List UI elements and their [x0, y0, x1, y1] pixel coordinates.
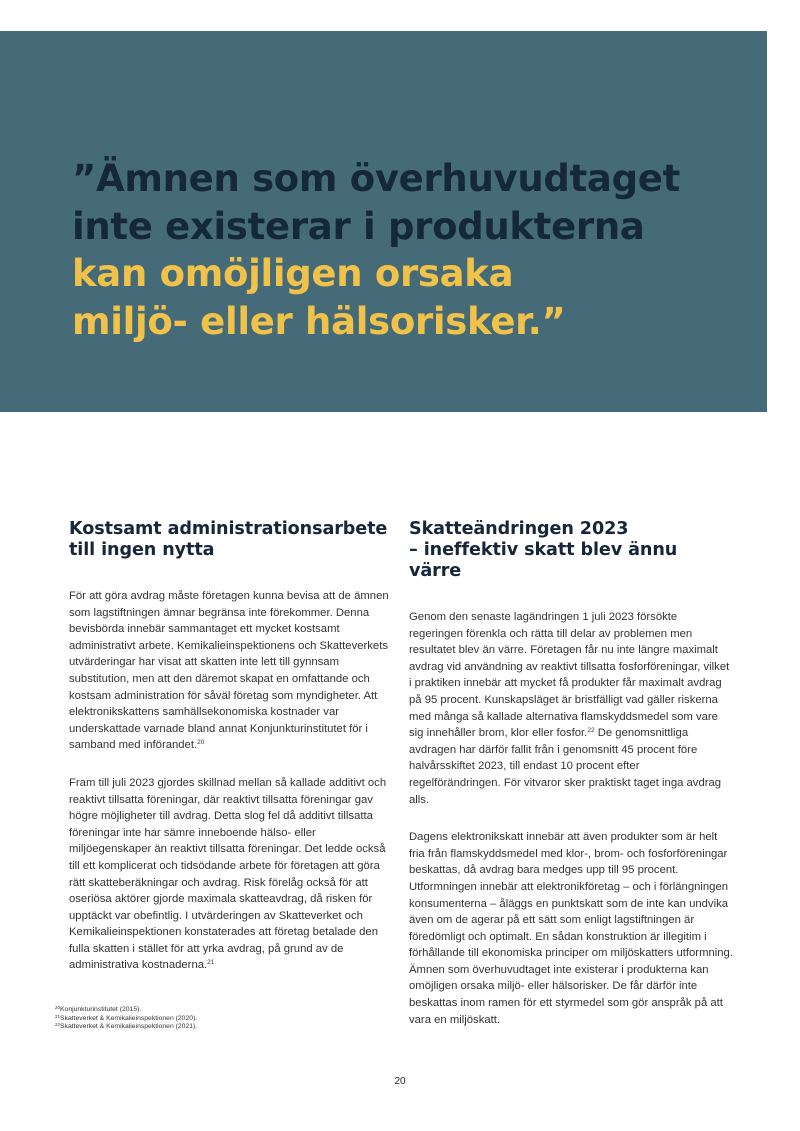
section-heading-administration [69, 519, 394, 561]
footnote-number: 22 [55, 1022, 61, 1028]
footnote-ref: 20 [197, 739, 205, 747]
paragraph-text: De genomsnittliga avdragen har därför fallit från i genomsnitt 45 procent före halvårsskiftet 2023, till endast 10 procent efter regelförändringen. För vitvaror sker praktiskt taget inga avdrag alls. [409, 727, 722, 806]
footnote-ref: 21 [207, 959, 215, 967]
paragraph-text: Fram till juli 2023 gjordes skillnad mellan så kallade additivt och reaktivt tillsatta föreningar, där reaktivt tillsatta föreningar gav högre möjligheter till avdrag. Detta slog fel då additivt tillsatta föreningar inte har sämre inneboende hälso- eller miljöegenskaper än reaktivt tillsatta föreningar. Det ledde också till ett komplicerat och tidsödande arbete för företagen att göra rätt skatteberäkningar och avdrag. Risk förelåg också för att oseriösa aktörer gjorde maximala skatteavdrag, då risken för upptäckt var obefintlig. I utvärderingen av Skatteverket och Kemikalieinspektionen konstaterades att företag betalade den fulla skatten i stället för att yrka avdrag, på grund av de administrativa kostnaderna. [69, 776, 387, 972]
body-paragraph [69, 775, 394, 974]
footnote-number: 21 [55, 1013, 61, 1019]
paragraph-text: Genom den senaste lagändringen 1 juli 2023 försökte regeringen förenkla och rätta till delar av problemen men resultatet blev än värre. Företagen får nu inte längre maximalt avdrag vid användning av reaktivt tillsatta fosforföreningar, vilket i praktiken innebär att mycket få produkter får maximalt avdrag på 95 procent. Kunskapsläget är bristfälligt vad gäller riskerna med många så kallade alternativa flamskyddsmedel som vare sig innehåller brom, klor eller fosfor. [409, 611, 730, 740]
footnote [55, 1006, 455, 1015]
body-paragraph [409, 829, 734, 1028]
footnote [55, 1015, 455, 1024]
heading-line: Skatteändringen 2023 [409, 519, 629, 539]
footnote-text: Skatteverket & Kemikalieinspektionen (2021). [60, 1023, 198, 1031]
page-number: 20 [394, 1076, 406, 1087]
footnote-text: Skatteverket & Kemikalieinspektionen (2020). [60, 1014, 198, 1022]
footnote [55, 1023, 455, 1032]
pull-quote-highlight-line: kan omöjligen orsaka [72, 252, 514, 295]
pull-quote-line: inte existerar i produkterna [72, 204, 645, 248]
section-heading-tax-change [409, 519, 734, 582]
footnote-number: 20 [55, 1005, 61, 1010]
body-paragraph [69, 588, 394, 754]
footnote-ref: 22 [587, 727, 595, 735]
body-paragraph [409, 609, 734, 808]
paragraph-text: Dagens elektronikskatt innebär att även produkter som är helt fria från flamskyddsmedel med klor-, brom- och fosforföreningar beskattas, då avdrag bara medges upp till 95 procent. Utformningen innebär att elektronikföretag – och i förlängningen konsumenterna – åläggs en punktskatt som de inte kan undvika även om de agerar på ett sätt som enligt lagstiftningen är föredömligt och optimalt. En sådan konstruktion är illegitim i förhållande till ekonomiska principer om miljöskatters utformning. Ämnen som överhuvudtaget inte existerar i produkterna kan omöjligen orsaka miljö- eller hälsorisker. De får därför inte beskattas inom ramen för ett styrmedel som gör anspråk på att vara en miljöskatt. [409, 831, 733, 1026]
footnotes [55, 1006, 455, 1032]
heading-line: till ingen nytta [69, 540, 215, 560]
pull-quote [72, 155, 752, 345]
heading-line: – ineffektiv skatt blev ännu värre [409, 540, 678, 581]
left-column [69, 519, 394, 995]
paragraph-text: För att göra avdrag måste företagen kunna bevisa att de ämnen som lagstiftningen ämnar begränsa inte förekommer. Denna bevisbörda innebär sammantaget ett mycket kostsamt administrativt arbete. Kemikalieinspektionens och Skatteverkets utvärderingar har visat att skatten inte lett till gynnsam substitution, men att den däremot skapat en omfattande och kostsam administration för såväl företag som myndigheter. Att elektronikskattens samhällsekonomiska kostnader var underskattade varnade bland annat Konjunkturinstitutet för i samband med införandet. [69, 590, 389, 752]
footnote-text: Konjunkturinstitutet (2015). [60, 1006, 142, 1013]
heading-line: Kostsamt administrationsarbete [69, 519, 388, 539]
quote-banner [0, 31, 767, 412]
pull-quote-line: ”Ämnen som överhuvudtaget [72, 157, 680, 200]
pull-quote-highlight-line: miljö- eller hälsorisker.” [72, 299, 566, 343]
right-column [409, 519, 734, 1049]
